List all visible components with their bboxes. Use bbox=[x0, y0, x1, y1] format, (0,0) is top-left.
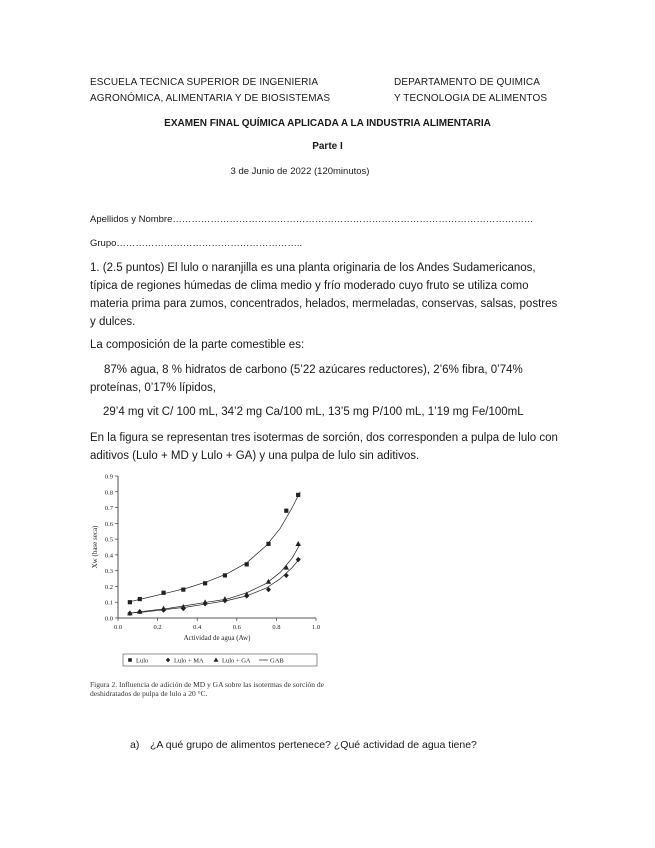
exam-part: Parte I bbox=[312, 141, 343, 152]
gab-fit-curve bbox=[128, 492, 300, 602]
y-tick-label: 0.6 bbox=[104, 520, 113, 528]
school-line-1: ESCUELA TECNICA SUPERIOR DE INGENIERIA bbox=[90, 77, 319, 88]
data-point bbox=[161, 606, 166, 611]
legend-marker bbox=[128, 658, 132, 662]
question-1-intro bbox=[90, 259, 560, 331]
isotherm-chart bbox=[88, 468, 338, 678]
department-header bbox=[394, 75, 547, 107]
legend-marker bbox=[166, 658, 170, 663]
exam-title: EXAMEN FINAL QUÍMICA APLICADA A LA INDUSTRIA ALIMENTARIA bbox=[164, 118, 491, 129]
figure-description: En la figura se representan tres isotermas de sorción, dos corresponden a pulpa de lulo con aditivos (Lulo + MD y Lulo + GA) y una pulpa de lulo sin aditivos. bbox=[90, 432, 558, 462]
data-point bbox=[222, 596, 227, 601]
y-tick-label: 0.5 bbox=[104, 536, 113, 544]
data-point bbox=[266, 542, 270, 546]
chart-legend bbox=[123, 654, 317, 666]
group-field[interactable]: Grupo………………………………………………….. bbox=[90, 238, 303, 249]
data-point bbox=[223, 573, 227, 577]
legend-label: GAB bbox=[270, 657, 284, 665]
y-tick-label: 0.3 bbox=[104, 568, 113, 576]
gab-fit-curve bbox=[128, 558, 300, 613]
legend-label: Lulo + GA bbox=[222, 657, 251, 665]
name-field[interactable]: Apellidos y Nombre…………………………………………………………………………………………………… bbox=[90, 214, 534, 225]
department-line-2: Y TECNOLOGIA DE ALIMENTOS bbox=[394, 93, 548, 104]
data-point bbox=[295, 541, 300, 546]
subquestion-a-label: a) bbox=[130, 739, 140, 751]
data-point bbox=[266, 579, 271, 584]
x-tick-label: 0.0 bbox=[113, 624, 123, 631]
data-point bbox=[245, 562, 249, 566]
data-point bbox=[202, 599, 207, 604]
x-tick-label: 0.4 bbox=[193, 624, 202, 631]
x-tick-label: 1.0 bbox=[311, 624, 321, 631]
school-line-2: AGRONÓMICA, ALIMENTARIA Y DE BIOSISTEMAS bbox=[90, 93, 331, 104]
data-point bbox=[296, 493, 300, 497]
data-point bbox=[296, 557, 301, 562]
question-intro-text: El lulo o naranjilla es una planta originaria de los Andes Sudamericanos, típica de regiones húmedas de clima medio y frío moderado cuyo fruto se utiliza como materia prima para zumos, concentrados, helados, mermeladas, conservas, salsas, postres y dulces. bbox=[90, 262, 558, 328]
plot-area bbox=[91, 474, 320, 643]
question-number: 1. bbox=[90, 262, 100, 274]
y-tick-label: 0.1 bbox=[104, 599, 113, 607]
figure-caption: Figura 2. Influencia de adición de MD y GA sobre las isotermas de sorción de deshidratados de pulpa de lulo a 20 °C. bbox=[90, 680, 324, 698]
data-point bbox=[181, 588, 185, 592]
data-point bbox=[161, 591, 165, 595]
department-line-1: DEPARTAMENTO DE QUIMICA bbox=[394, 77, 541, 88]
question-points: (2.5 puntos) bbox=[102, 262, 165, 274]
y-tick-label: 0.8 bbox=[104, 489, 113, 497]
data-point bbox=[284, 509, 288, 513]
y-tick-label: 0.9 bbox=[104, 473, 113, 481]
legend-label: Lulo + MA bbox=[174, 657, 204, 665]
data-point bbox=[128, 600, 132, 604]
data-point bbox=[138, 597, 142, 601]
composition-title: La composición de la parte comestible es: bbox=[90, 339, 305, 351]
x-tick-label: 0.8 bbox=[272, 624, 281, 631]
y-tick-label: 0.7 bbox=[104, 505, 113, 513]
composition-line-1: 87% agua, 8 % hidratos de carbono (5’22 azúcares reductores), 2’6% fibra, 0’74% proteínas, 0’17% lípidos, bbox=[90, 364, 523, 394]
school-header bbox=[90, 75, 330, 107]
y-tick-label: 0.2 bbox=[104, 583, 113, 591]
data-point bbox=[203, 581, 207, 585]
x-axis-label: Actividad de agua (Aw) bbox=[183, 634, 251, 642]
legend-marker bbox=[214, 657, 219, 661]
data-point bbox=[284, 573, 289, 578]
subquestion-a-text: ¿A qué grupo de alimentos pertenece? ¿Qué actividad de agua tiene? bbox=[150, 739, 477, 751]
composition-line-2: 29’4 mg vit C/ 100 mL, 34’2 mg Ca/100 mL, 13’5 mg P/100 mL, 1’19 mg Fe/100mL bbox=[103, 406, 524, 418]
y-tick-label: 0.0 bbox=[104, 615, 113, 623]
exam-date: 3 de Junio de 2022 (120minutos) bbox=[230, 166, 370, 177]
y-tick-label: 0.4 bbox=[104, 552, 113, 560]
y-axis-label: Xw (base seca) bbox=[91, 525, 99, 569]
x-tick-label: 0.6 bbox=[232, 624, 241, 631]
x-tick-label: 0.2 bbox=[153, 624, 162, 631]
legend-box bbox=[123, 654, 317, 666]
legend-label: Lulo bbox=[136, 657, 149, 665]
